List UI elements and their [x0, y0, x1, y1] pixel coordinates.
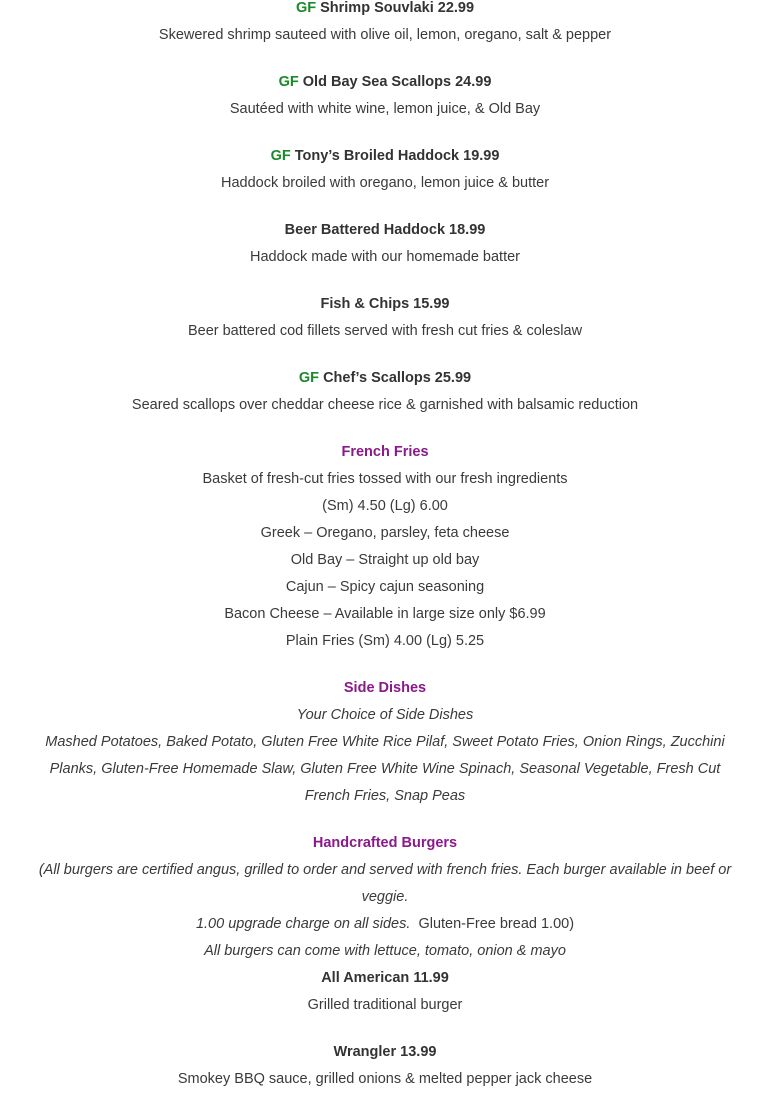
item-description: Sautéed with white wine, lemon juice, & Old Bay: [229, 101, 541, 117]
section-title-side-dishes: Side Dishes: [343, 680, 427, 696]
burger-toppings-note: All burgers can come with lettuce, tomato, onion & mayo: [204, 943, 566, 959]
item-name: All American 11.99: [321, 970, 449, 986]
gf-badge: GF: [278, 74, 299, 90]
sides-list: Mashed Potatoes, Baked Potato, Gluten Free White Rice Pilaf, Sweet Potato Fries, Onion Rings, Zucchini Planks, Gluten-Free Homemade Slaw, Gluten Free White Wine Spinach, Seasonal Vegetable, Fresh Cut French Fries, Snap Peas: [45, 734, 725, 804]
item-name: Chef’s Scallops 25.99: [323, 370, 472, 386]
fries-line: Cajun – Spicy cajun seasoning: [285, 579, 485, 595]
fries-line: (Sm) 4.50 (Lg) 6.00: [322, 498, 448, 514]
gf-badge: GF: [298, 370, 320, 386]
fries-line: Old Bay – Straight up old bay: [290, 552, 480, 568]
gf-badge: GF: [295, 0, 317, 16]
item-description: Haddock broiled with oregano, lemon juice & butter: [220, 175, 550, 191]
fries-line: Bacon Cheese – Available in large size only $6.99: [224, 606, 546, 622]
item-description: Beer battered cod fillets served with fresh cut fries & coleslaw: [187, 323, 583, 339]
section-title-burgers: Handcrafted Burgers: [312, 835, 458, 851]
section-title-french-fries: French Fries: [341, 444, 429, 460]
item-name: Tony’s Broiled Haddock 19.99: [294, 148, 500, 164]
fries-line: Basket of fresh-cut fries tossed with our fresh ingredients: [202, 471, 568, 487]
burger-note: (All burgers are certified angus, grilled to order and served with french fries. Each burger available in beef or veggie.: [38, 862, 732, 905]
item-description: Smokey BBQ sauce, grilled onions & melted pepper jack cheese: [177, 1071, 593, 1087]
item-description: Haddock made with our homemade batter: [249, 249, 520, 265]
item-name: Shrimp Souvlaki 22.99: [320, 0, 475, 16]
fries-line: Plain Fries (Sm) 4.00 (Lg) 5.25: [285, 633, 485, 649]
gluten-free-bread-note: Gluten-Free bread 1.00): [410, 916, 575, 932]
burger-note-upgrade: [0, 915, 770, 942]
fries-line: Greek – Oregano, parsley, feta cheese: [260, 525, 510, 541]
menu-item-title: [0, 147, 770, 174]
item-name: Fish & Chips 15.99: [320, 296, 450, 312]
menu-item-title: [0, 295, 770, 322]
menu-item-title: [0, 73, 770, 100]
item-description: Grilled traditional burger: [307, 997, 463, 1013]
menu-item-title: [0, 221, 770, 248]
menu-item-title: [0, 0, 770, 26]
gf-badge: GF: [270, 148, 291, 164]
upgrade-note: 1.00 upgrade charge on all sides.: [195, 916, 411, 932]
item-name: Wrangler 13.99: [333, 1044, 437, 1060]
item-description: Seared scallops over cheddar cheese rice & garnished with balsamic reduction: [131, 397, 639, 413]
menu-item-title: [0, 369, 770, 396]
item-name: Old Bay Sea Scallops 24.99: [302, 74, 492, 90]
sides-subtitle: Your Choice of Side Dishes: [296, 707, 474, 723]
item-description: Skewered shrimp sauteed with olive oil, lemon, oregano, salt & pepper: [158, 27, 612, 43]
item-name: Beer Battered Haddock 18.99: [284, 222, 486, 238]
